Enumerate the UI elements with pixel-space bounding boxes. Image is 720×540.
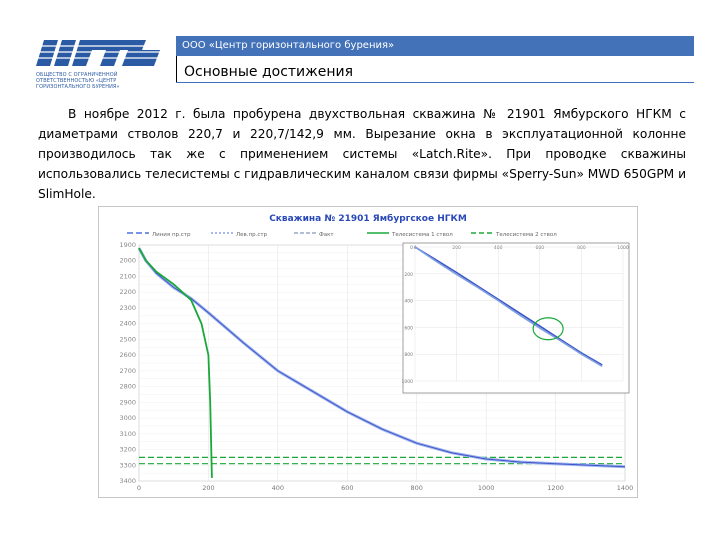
header-bar — [176, 36, 694, 56]
x-tick-label: 1200 — [547, 484, 564, 492]
inset-y-tick-label: 200 — [404, 272, 413, 278]
y-tick-label: 2400 — [119, 319, 136, 328]
inset-x-tick-label: 200 — [452, 246, 461, 251]
chart-title: Скважина № 21901 Ямбургское НГКМ — [269, 214, 467, 224]
well-chart — [98, 206, 638, 498]
legend-label: Телесистема 2 ствол — [496, 232, 557, 238]
inset-y-tick-label: 800 — [404, 353, 413, 359]
y-tick-label: 2300 — [119, 303, 136, 312]
x-tick-label: 600 — [341, 484, 354, 492]
title-underline — [176, 82, 694, 83]
body-paragraph: В ноябре 2012 г. была пробурена двухствольная скважина № 21901 Ямбурского НГКМ с диаметрами стволов 220,7 и 220,7/142,9 мм. Вырезание окна в эксплуатационной колонне производилось так же с применением системы «Latch.Rite». При проводке скважины использовались телесистемы с гидравлическим каналом связи фирмы «Sperry-Sun» MWD 650GPM и SlimHole. — [38, 107, 686, 201]
inset-x-tick-label: 600 — [535, 246, 545, 251]
y-tick-label: 3400 — [119, 477, 136, 485]
company-name: ООО «Центр горизонтального бурения» — [182, 40, 395, 51]
x-tick-label: 0 — [136, 484, 142, 492]
inset-x-tick-label: 400 — [493, 246, 503, 251]
legend-label: Факт — [319, 232, 334, 238]
inset-y-tick-label: 400 — [404, 299, 413, 305]
y-tick-label: 2200 — [119, 288, 136, 297]
y-tick-label: 2100 — [119, 272, 136, 281]
legend-label: Лев.пр.стр — [236, 232, 268, 238]
inset-x-tick-label: 0 — [413, 246, 417, 251]
inset-x-tick-label: 800 — [577, 246, 586, 251]
y-tick-label: 2900 — [119, 398, 136, 407]
logo-subtitle: ОБЩЕСТВО С ОГРАНИЧЕННОЙ ОТВЕТСТВЕННОСТЬЮ «ЦЕНТР ГОРИЗОНТАЛЬНОГО БУРЕНИЯ» — [36, 72, 120, 90]
y-tick-label: 2000 — [119, 256, 136, 265]
x-tick-label: 400 — [271, 484, 285, 492]
header-divider — [176, 56, 177, 82]
inset-y-tick-label: 600 — [404, 326, 413, 332]
inset-frame — [403, 243, 629, 393]
inset-y-tick-label: 1000 — [401, 380, 413, 385]
y-tick-label: 3100 — [119, 429, 136, 438]
y-tick-label: 2500 — [119, 335, 136, 344]
y-tick-label: 3000 — [119, 414, 136, 423]
y-tick-label: 2800 — [119, 382, 136, 391]
x-tick-label: 800 — [410, 484, 423, 492]
y-tick-label: 3300 — [119, 461, 136, 470]
inset-x-tick-label: 1000 — [617, 246, 629, 251]
legend-label: Линия пр.стр — [152, 232, 191, 238]
x-tick-label: 1400 — [616, 484, 634, 492]
x-tick-label: 1000 — [477, 484, 495, 492]
y-tick-label: 3200 — [119, 445, 136, 454]
legend-label: Телесистема 1 ствол — [392, 232, 453, 238]
x-tick-label: 200 — [202, 484, 215, 492]
inset-y-tick-label: 0 — [410, 246, 413, 251]
slide-title: Основные достижения — [184, 64, 354, 80]
y-tick-label: 1900 — [119, 241, 136, 249]
well-profile-chart — [99, 207, 637, 497]
y-tick-label: 2700 — [119, 366, 136, 375]
y-tick-label: 2600 — [119, 351, 136, 360]
